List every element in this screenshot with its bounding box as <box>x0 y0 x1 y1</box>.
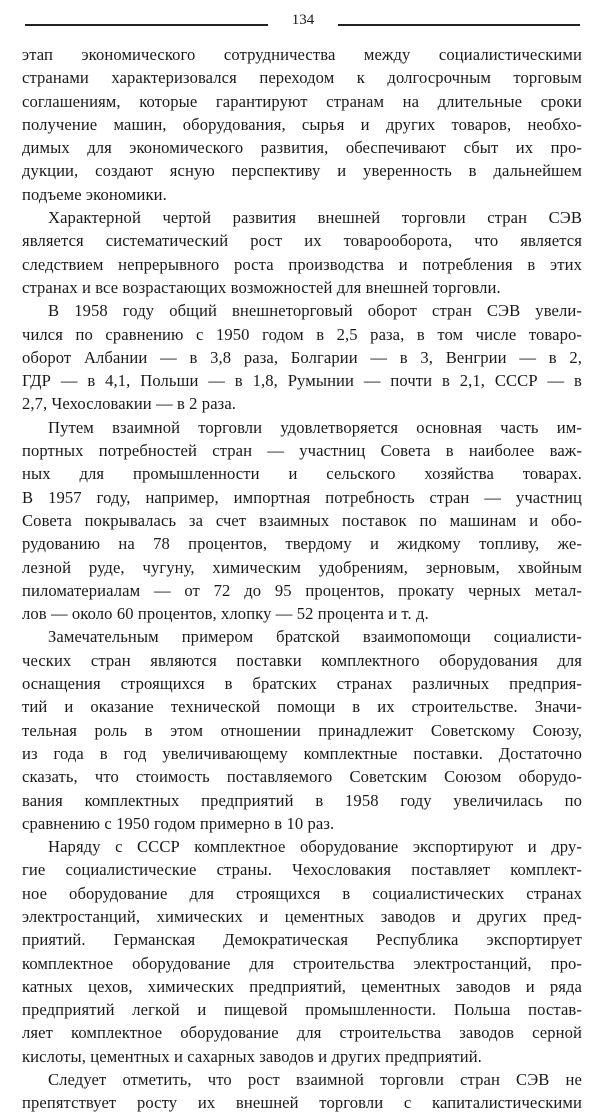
text-line: кислоты, цементных и сахарных заводов и других предприятий. <box>22 1046 482 1066</box>
text-line: пиломатериалам — от 72 до 95 процентов, прокату черных метал- <box>22 580 582 600</box>
text-line: подъеме экономики. <box>22 184 167 204</box>
text-line: странами характеризовался переходом к долгосрочным торговым <box>22 68 582 88</box>
text-line: рудованию на 78 процентов, твердому и жидкому топливу, же- <box>22 534 582 554</box>
text-line: соглашениям, которые гарантируют странам на длительные сроки <box>22 91 582 111</box>
text-line: лезной руде, чугуну, химическим удобрениям, зерновым, хвойным <box>22 557 582 577</box>
text-line: оснащения строящихся в братских странах различных предприя- <box>22 674 582 694</box>
text-line: димых для экономического развития, обеспечивают сбыт их про- <box>22 138 582 158</box>
text-line: Наряду с СССР комплектное оборудование экспортируют и дру- <box>48 837 582 857</box>
text-line: Замечательным примером братской взаимопомощи социалисти- <box>48 627 582 647</box>
text-line: дукции, создают ясную перспективу и уверенность в дальнейшем <box>22 161 582 181</box>
text-line: катных цехов, химических предприятий, цементных заводов и ряда <box>22 976 582 996</box>
text-line: тий и оказание технической помощи в их строительстве. Значи- <box>22 697 582 717</box>
text-line: Характерной чертой развития внешней торговли стран СЭВ <box>48 208 582 228</box>
text-line: сравнению с 1950 годом примерно в 10 раз. <box>22 813 335 833</box>
text-line: В 1958 году общий внешнеторговый оборот стран СЭВ увели- <box>48 301 582 321</box>
text-line: Совета покрывалась за счет взаимных поставок по машинам и обо- <box>22 510 582 530</box>
text-line: следствием непрерывного роста производства и потребления в этих <box>22 254 582 274</box>
text-line: тельная роль в этом отношении принадлежит Советскому Союзу, <box>22 720 582 740</box>
text-line: чился по сравнению с 1950 годом в 2,5 раза, в том числе товаро- <box>22 324 582 344</box>
text-line: из года в год увеличивающему комплектные поставки. Достаточно <box>22 743 582 763</box>
text-line: странах и все возрастающих возможностей для внешней торговли. <box>22 277 501 297</box>
text-line: вания комплектных предприятий в 1958 году увеличилась по <box>22 790 582 810</box>
text-line: 2,7, Чехословакии — в 2 раза. <box>22 394 237 414</box>
text-line: ляет комплектное оборудование для строительства заводов серной <box>22 1023 582 1043</box>
text-line: ГДР — в 4,1, Польши — в 1,8, Румынии — почти в 2,1, СССР — в <box>22 371 582 391</box>
page-body-text <box>22 43 582 1115</box>
text-line: этап экономического сотрудничества между социалистическими <box>22 45 582 64</box>
text-line: ных для промышленности и сельского хозяйства товарах. <box>22 464 582 484</box>
text-line: В 1957 году, например, импортная потребность стран — участниц <box>22 487 582 507</box>
text-line: электростанций, химических и цементных заводов и других пред- <box>22 906 582 926</box>
header-rule-left <box>25 24 268 26</box>
page-number: 134 <box>291 12 315 28</box>
text-line: ческих стран являются поставки комплектного оборудования для <box>22 650 582 670</box>
text-line: оборот Албании — в 3,8 раза, Болгарии — в 3, Венгрии — в 2, <box>22 347 582 367</box>
text-line: ное оборудование для строящихся в социалистических странах <box>22 883 582 903</box>
text-line: портных потребностей стран — участниц Совета в наиболее важ- <box>22 441 582 461</box>
text-line: предприятий легкой и пищевой промышленности. Польша постав- <box>22 1000 582 1020</box>
header-rule-right <box>338 24 580 26</box>
text-line: приятий. Германская Демократическая Республика экспортирует <box>22 930 582 950</box>
text-line: гие социалистические страны. Чехословакия поставляет комплект- <box>22 860 582 880</box>
text-line: лов — около 60 процентов, хлопку — 52 процента и т. д. <box>22 604 429 624</box>
text-line: является систематический рост их товарооборота, что является <box>22 231 582 251</box>
text-line: препятствует росту их внешней торговли с капиталистическими <box>22 1093 582 1113</box>
text-line: сказать, что стоимость поставляемого Советским Союзом оборудо- <box>22 767 582 787</box>
text-line: комплектное оборудование для строительства электростанций, про- <box>22 953 582 973</box>
text-line: получение машин, оборудования, сырья и других товаров, необхо- <box>22 114 582 134</box>
text-line: Путем взаимной торговли удовлетворяется основная часть им- <box>48 417 582 437</box>
page-header <box>25 12 580 36</box>
text-line: Следует отметить, что рост взаимной торговли стран СЭВ не <box>48 1070 582 1090</box>
